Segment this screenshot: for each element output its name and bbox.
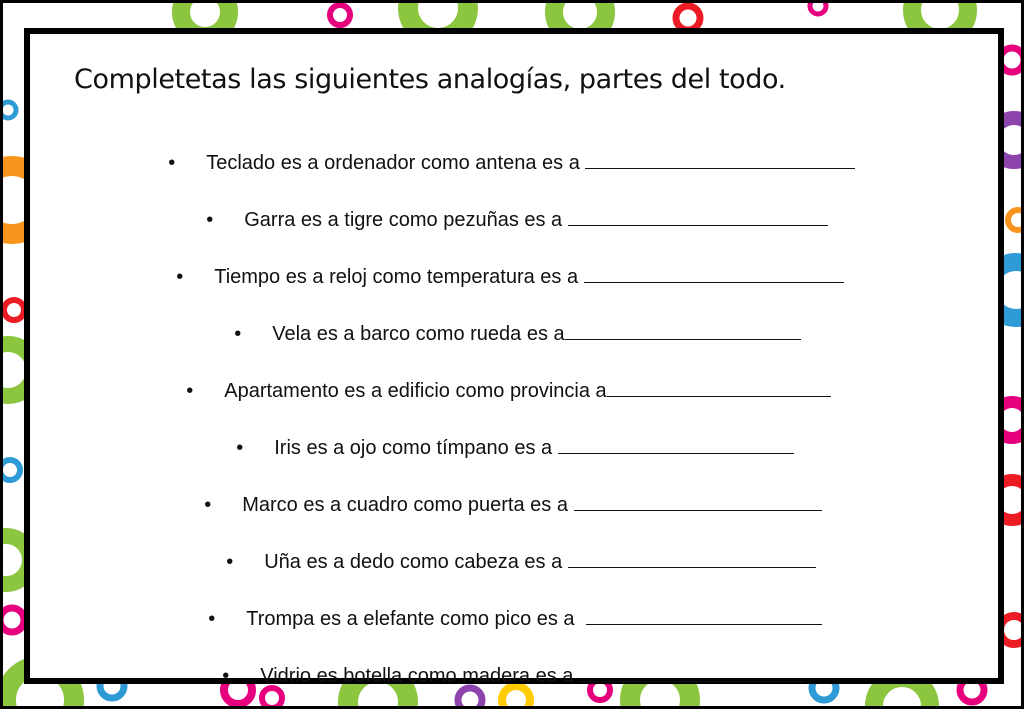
analogy-item-3 (154, 238, 844, 288)
analogy-text: Apartamento es a edificio como provincia a (224, 380, 607, 402)
bullet-icon: • (236, 437, 244, 459)
worksheet-card (24, 28, 1004, 687)
analogy-text: Uña es a dedo como cabeza es a (264, 551, 568, 573)
analogy-item-10 (200, 637, 805, 687)
bullet-icon: • (206, 209, 214, 231)
bullet-icon: • (176, 266, 184, 288)
analogy-item-7 (182, 466, 822, 516)
analogy-item-4 (212, 295, 801, 345)
analogy-text: Garra es a tigre como pezuñas es a (244, 209, 568, 231)
answer-blank[interactable] (584, 266, 844, 283)
analogy-text: Vidrio es botella como madera es a (260, 665, 579, 687)
bullet-icon: • (168, 152, 176, 174)
analogy-item-5 (164, 352, 831, 402)
bullet-icon: • (234, 323, 242, 345)
analogy-item-8 (204, 523, 816, 573)
answer-blank[interactable] (565, 323, 801, 340)
analogy-item-6 (214, 409, 794, 459)
analogy-text: Teclado es a ordenador como antena es a (206, 152, 586, 174)
bullet-icon: • (186, 380, 194, 402)
analogy-item-1 (146, 124, 855, 174)
worksheet-title: Completetas las siguientes analogías, partes del todo. (74, 64, 786, 95)
bullet-icon: • (208, 608, 216, 630)
analogy-text: Tiempo es a reloj como temperatura es a (214, 266, 584, 288)
answer-blank[interactable] (574, 494, 822, 511)
bullet-icon: • (222, 665, 230, 687)
analogy-item-9 (186, 580, 822, 630)
bullet-icon: • (226, 551, 234, 573)
answer-blank[interactable] (607, 380, 831, 397)
analogy-text: Trompa es a elefante como pico es a (246, 608, 586, 630)
answer-blank[interactable] (558, 437, 794, 454)
answer-blank[interactable] (568, 209, 828, 226)
analogy-text: Iris es a ojo como tímpano es a (274, 437, 558, 459)
answer-blank[interactable] (586, 608, 822, 625)
analogy-text: Marco es a cuadro como puerta es a (242, 494, 574, 516)
analogy-item-2 (184, 181, 828, 231)
analogy-text: Vela es a barco como rueda es a (272, 323, 565, 345)
answer-blank[interactable] (568, 551, 816, 568)
bullet-icon: • (204, 494, 212, 516)
answer-blank[interactable] (579, 665, 805, 682)
answer-blank[interactable] (585, 152, 855, 169)
